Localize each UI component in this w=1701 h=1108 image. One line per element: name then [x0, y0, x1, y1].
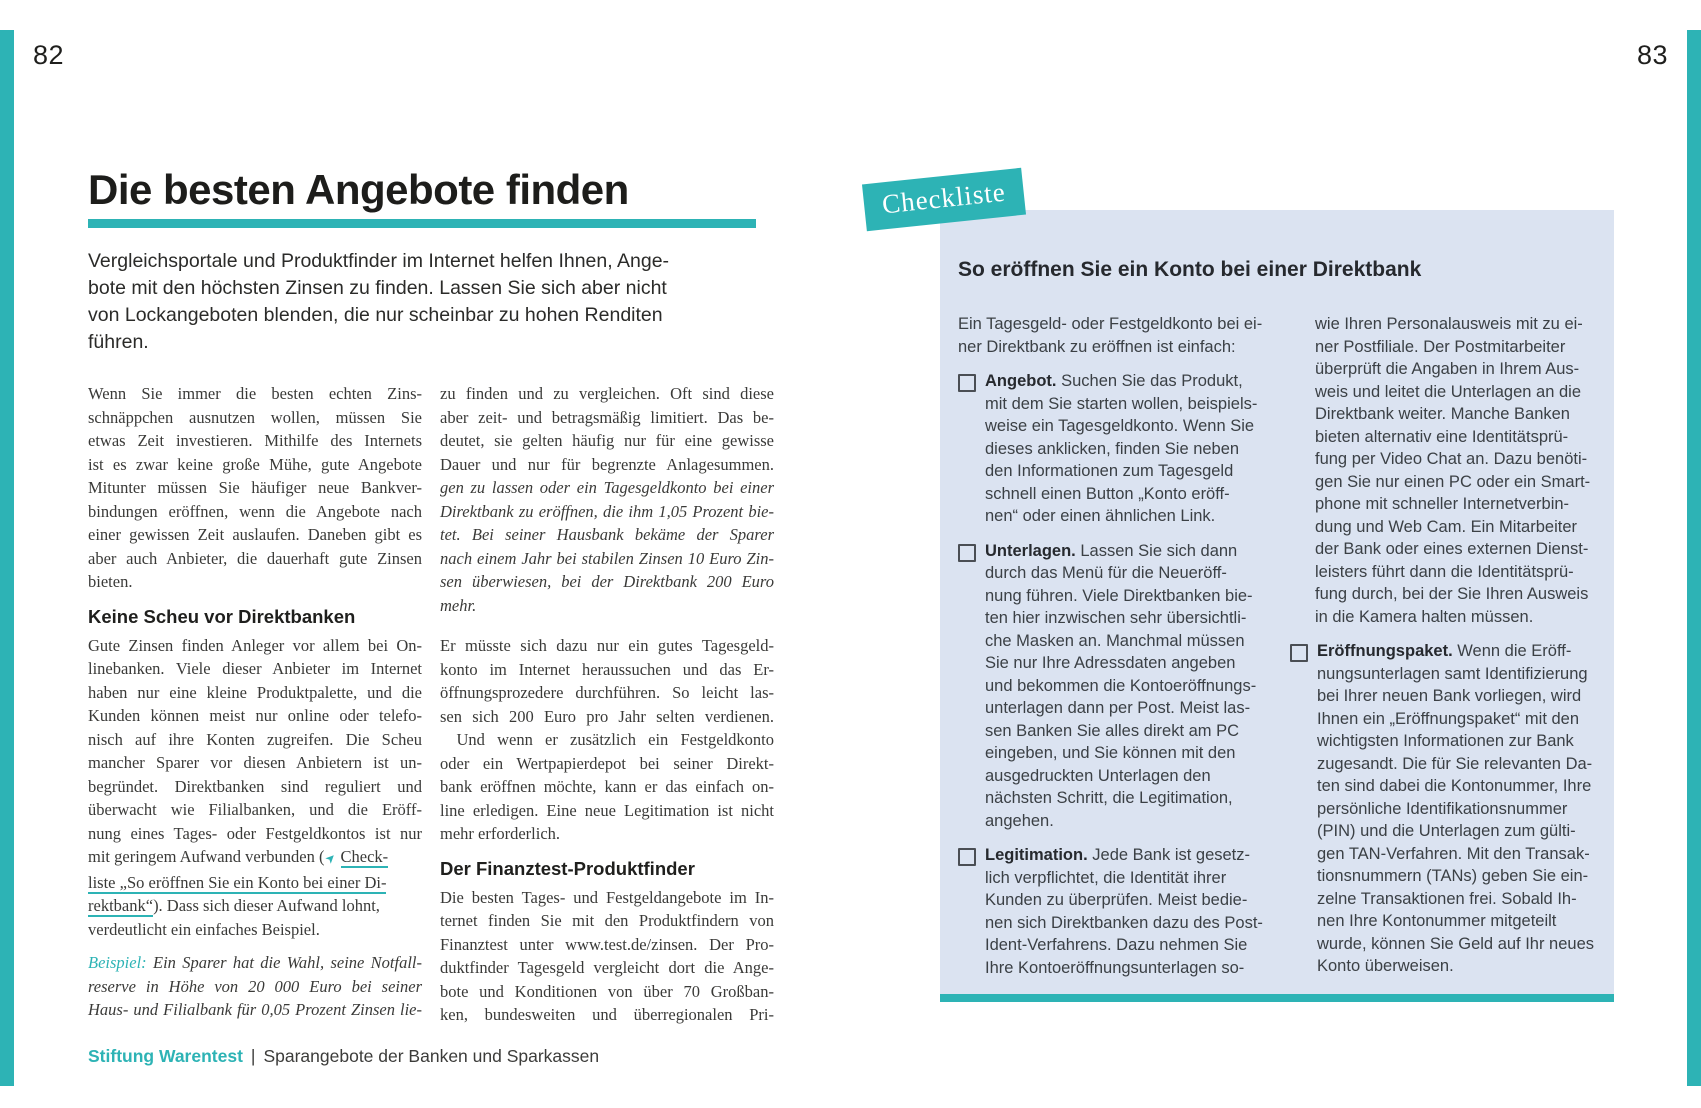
- checklist-item-eroeffnungspaket: Eröffnungspaket. Wenn die Eröff- nungsunterlagen samt Identifizierung bei Ihrer neuen Bank vorliegen, wird Ihnen ein „Eröffnungspaket“ mit den wichtigsten Informationen zur Bank zugesandt. Die für Sie relevanten Da- ten sind dabei die Kontonummer, Ihre persönliche Identifikationsnummer (PIN) und die Unterlagen zum gülti- gen TAN-Verfahren. Mit den Transak- tionsnummern (TANs) geben Sie ein- zelne Transaktionen frei. Sobald Ih- nen Ihre Kontonummer mitgeteilt wurde, können Sie Geld auf Ihr neues Konto überweisen.: [1290, 640, 1596, 978]
- checkbox-eroeffnungspaket[interactable]: [1290, 644, 1308, 662]
- paragraph-2-end: verdeutlicht ein einfaches Beispiel.: [88, 919, 320, 939]
- example-first-line: Beispiel: Ein Sparer hat die Wahl, seine Notfall-: [88, 953, 423, 972]
- checklist-item-legitimation: Legitimation. Jede Bank ist gesetz- lich verpflichtet, die Identität ihrer Kunden zu überprüfen. Meist bedie- nen sich Direktbanken dazu des Post- Ident-Verfahrens. Dazu nehmen Sie Ihre Kontoeröffnungsunterlagen so-: [958, 844, 1264, 979]
- checklist-item-angebot: Angebot. Suchen Sie das Produkt, mit dem Sie starten wollen, beispiels- weise ein Tagesgeldkonto. Wenn Sie dieses anklicken, finden Sie neben den Informationen zum Tagesgeld schnell einen Button „Konto eröff- nen“ oder einen ähnlichen Link.: [958, 370, 1264, 528]
- article-headline: Die besten Angebote finden: [88, 166, 629, 213]
- item-lead: Angebot.: [985, 372, 1057, 390]
- article-column-2: [440, 382, 774, 1027]
- checklist-column-2: [1290, 313, 1596, 978]
- checkbox-unterlagen[interactable]: [958, 544, 976, 562]
- spacer: [440, 617, 774, 634]
- paragraph-1: Wenn Sie immer die besten echten Zins- schnäppchen ausnutzen wollen, müssen Sie etwas Zeit investieren. Mithilfe des Internets ist es zwar keine große Mühe, gute Angebote Mitunter müssen Sie häufiger neue Bankver- bindungen eröffnen, wenn die Angebote nach einer gewissen Zeit auslaufen. Daneben gibt es aber auch Anbieter, die dauerhaft gute Zinsen bieten.: [88, 384, 422, 591]
- example-paragraph: Beispiel: Ein Sparer hat die Wahl, seine Notfall- reserve in Höhe von 20 000 Euro bei seiner Haus- und Filialbank für 0,05 Prozent Zinsen lie-: [88, 953, 423, 1019]
- example-continuation: gen zu lassen oder ein Tagesgeldkonto bei einer Direktbank zu eröffnen, die ihm 1,05 Prozent bie- tet. Bei seiner Hausbank bekäme der Sparer nach einem Jahr bei stabilen Zinsen 10 Euro Zin- sen überwiesen, bei der Direktbank 200 Euro mehr.: [440, 478, 774, 615]
- checklist-column-1: [958, 313, 1264, 979]
- subhead-produktfinder: Der Finanztest-Produktfinder: [440, 857, 695, 879]
- checklist-cross-reference-link[interactable]: rektbank“: [88, 896, 154, 915]
- spacer: [88, 941, 422, 951]
- paragraph-5: Die besten Tages- und Festgeldangebote im In- ternet finden Sie mit den Produktfindern von Finanztest unter www.test.de/zinsen. Der Pro- duktfinder Tagesgeld vergleicht dort die Ange- bote und Konditionen von über 70 Großban- ken, bundesweiten und überregionalen Pri-: [440, 887, 774, 1024]
- footer-brand: Stiftung Warentest: [88, 1046, 243, 1066]
- link-arrow-icon: ➤: [322, 849, 340, 867]
- right-edge-accent-bar: [1687, 30, 1701, 1086]
- paragraph-4: Er müsste sich dazu nur ein gutes Tagesgeld- konto im Internet heraussuchen und das Er- öffnungsprozedere durchführen. So leicht las- sen sich 200 Euro pro Jahr selten verdienen. Und wenn er zusätzlich ein Festgeldkonto oder ein Wertpapierdepot bei seiner Direkt- bank eröffnen möchte, kann er das einfach on- line erledigen. Eine neue Legitimation ist nicht mehr erforderlich.: [440, 636, 774, 843]
- item-lead: Legitimation.: [985, 846, 1088, 864]
- item-lead: Unterlagen.: [985, 541, 1076, 560]
- page-number-left: 82: [33, 40, 65, 70]
- page-footer: [88, 1046, 599, 1067]
- paragraph-2: Gute Zinsen finden Anleger vor allem bei On- linebanken. Viele dieser Anbieter im Internet haben nur eine kleine Produktpalette, und die Kunden können meist nur online oder telefo- nisch auf ihre Konten zugreifen. Die Scheu mancher Sparer vor diesen Anbietern ist un- begründet. Direktbanken sind reguliert und überwacht wie Filialbanken, und die Eröff- nung eines Tages- oder Festgeldkontos ist nur: [88, 635, 422, 843]
- example-label: Beispiel:: [88, 953, 147, 972]
- checklist-cross-reference-link[interactable]: liste „So eröffnen Sie ein Konto bei einer Di-: [88, 872, 387, 892]
- headline-rule: [88, 219, 756, 228]
- checklist-link-line-1: mit geringem Aufwand verbunden (➤Check-: [88, 845, 422, 871]
- legitimation-continuation: wie Ihren Personalausweis mit zu ei- ner Postfiliale. Der Postmitarbeiter überprüft die Angaben in Ihrem Aus- weis und leitet die Unterlagen an die Direktbank weiter. Manche Banken bieten alternativ eine Identitätsprü- fung per Video Chat an. Dazu benöti- gen Sie nur einen PC oder ein Smart- phone mit schneller Internetverbin- dung und Web Cam. Ein Mitarbeiter der Bank oder eines externen Dienst- leisters führt dann die Identitätsprü- fung durch, bei der Sie Ihren Ausweis in die Kamera halten müssen.: [1315, 315, 1591, 626]
- checklist-link-line-3: rektbank“). Dass sich dieser Aufwand lohnt,: [88, 896, 380, 915]
- footer-book-title: Sparangebote der Banken und Sparkassen: [263, 1046, 600, 1066]
- checkbox-angebot[interactable]: [958, 374, 976, 392]
- left-edge-accent-bar: [0, 30, 14, 1086]
- checklist-tag: Checkliste: [862, 168, 1026, 231]
- subhead-direktbanken: Keine Scheu vor Direktbanken: [88, 605, 356, 627]
- checklist-link-line-2: [88, 871, 422, 895]
- page-number-right: 83: [1636, 40, 1668, 70]
- checklist-intro: Ein Tagesgeld- oder Festgeldkonto bei ei- ner Direktbank zu eröffnen ist einfach:: [958, 315, 1263, 356]
- checkbox-legitimation[interactable]: [958, 848, 976, 866]
- checklist-title: So eröffnen Sie ein Konto bei einer Direktbank: [958, 258, 1422, 281]
- footer-separator: |: [250, 1046, 256, 1066]
- article-standfirst: Vergleichsportale und Produktfinder im Internet helfen Ihnen, Ange- bote mit den höchsten Zinsen zu finden. Lassen Sie sich aber nicht von Lockangeboten blenden, die nur scheinbar zu hohen Renditen führen.: [88, 250, 670, 353]
- checklist-item-unterlagen: Unterlagen. Lassen Sie sich dann durch das Menü für die Neueröff- nung führen. Viele Direktbanken bie- ten hier inzwischen sehr übersichtli- che Masken an. Manchmal müssen Sie nur Ihre Adressdaten angeben und bekommen die Kontoeröffnungs- unterlagen dann per Post. Meist las- sen Banken Sie alles direkt am PC eingeben, und Sie können mit den ausgedruckten Unterlagen den nächsten Schritt, die Legitimation, angehen.: [958, 540, 1264, 833]
- checklist-cross-reference-link[interactable]: Check-: [340, 847, 389, 866]
- item-lead: Eröffnungspaket.: [1317, 642, 1453, 660]
- paragraph-3: zu finden und zu vergleichen. Oft sind diese aber zeit- und betragsmäßig limitiert. Das be- deutet, sie gelten häufig nur für eine gewisse Dauer und nur für begrenzte Anlagesummen.: [440, 384, 774, 474]
- article-column-1: [88, 382, 422, 1022]
